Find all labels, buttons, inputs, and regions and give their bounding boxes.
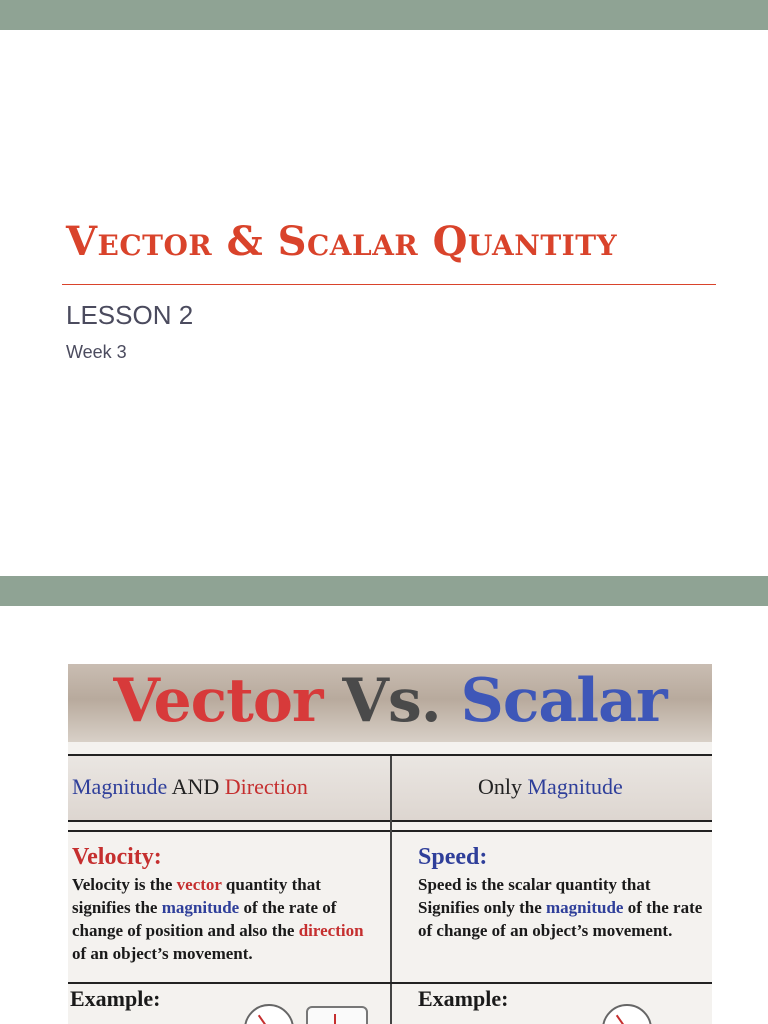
banner-vs: Vs. <box>342 666 441 736</box>
velocity-definition: Velocity is the vector quantity that signifies the magnitude of the rate of change of position and also the direction of an object’s movement. <box>72 875 364 963</box>
speed-definition: Speed is the scalar quantity that Signifies only the magnitude of the rate of change of an object’s movement. <box>418 875 703 940</box>
scalar-header: Only Magnitude <box>478 774 623 799</box>
scalar-example-label: Example: <box>418 986 509 1011</box>
banner-title <box>68 666 712 736</box>
speed-cell <box>418 844 712 942</box>
banner-scalar: Scalar <box>460 666 667 736</box>
week-label: Week 3 <box>66 342 127 362</box>
speedometer-icon <box>244 1004 294 1024</box>
title-divider <box>62 284 716 285</box>
slide-separator-bar <box>0 576 768 606</box>
example-rule <box>68 982 712 984</box>
velocity-cell <box>72 844 378 965</box>
speed-term: Speed: <box>418 844 488 870</box>
vector-header: Magnitude AND Direction <box>72 774 308 799</box>
page-title: Vector & Scalar Quantity <box>66 218 618 265</box>
vector-scalar-infographic <box>68 664 712 1024</box>
compass-icon <box>306 1006 368 1024</box>
lesson-label: LESSON 2 <box>66 300 194 330</box>
banner-vector: Vector <box>113 666 323 736</box>
top-bar <box>0 0 768 30</box>
vector-example-label: Example: <box>70 986 161 1011</box>
velocity-term: Velocity: <box>72 844 162 870</box>
speedometer-icon <box>602 1004 652 1024</box>
